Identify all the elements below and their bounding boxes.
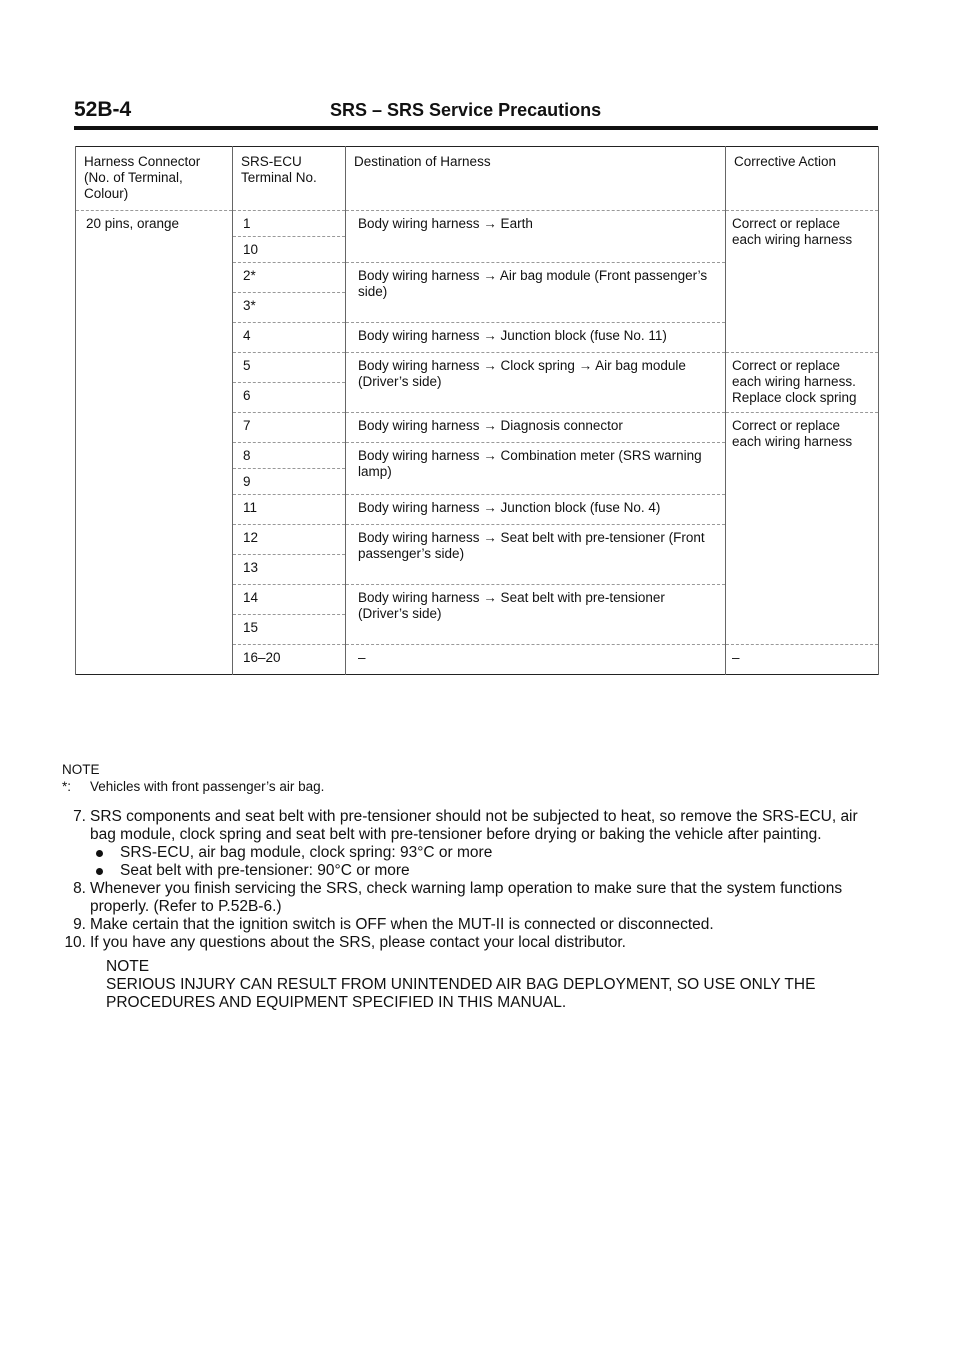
destination-cell: Body wiring harness → Junction block (fuse No. 11) (346, 323, 726, 353)
harness-table (75, 146, 879, 675)
page-number: 52B-4 (74, 98, 132, 121)
destination-cell: Body wiring harness → Air bag module (Front passenger’s side) (346, 263, 726, 323)
item-text: SRS components and seat belt with pre-tensioner should not be subjected to heat, so remove the SRS-ECU, air bag module, clock spring and seat belt with pre-tensioner before drying or baking the vehicle after painting. (90, 808, 858, 843)
warning-note (106, 958, 880, 1012)
terminal-cell: 16–20 (233, 645, 346, 675)
col-header-terminal: SRS-ECU Terminal No. (233, 147, 346, 211)
action-cell: Correct or replace each wiring harness (726, 211, 879, 353)
item-number: 9. (73, 916, 86, 933)
bullet-text: Seat belt with pre-tensioner: 90°C or more (120, 862, 410, 879)
destination-cell: Body wiring harness → Diagnosis connector (346, 413, 726, 443)
destination-cell: Body wiring harness → Earth (346, 211, 726, 263)
terminal-cell: 4 (233, 323, 346, 353)
table-row (76, 211, 879, 237)
destination-cell: Body wiring harness → Junction block (fuse No. 4) (346, 495, 726, 525)
col-header-connector: Harness Connector (No. of Terminal, Colour) (76, 147, 233, 211)
footnote-asterisk: *: (62, 779, 72, 794)
bullet-item (90, 844, 880, 862)
terminal-cell: 12 (233, 525, 346, 555)
page-title: SRS – SRS Service Precautions (330, 100, 602, 120)
action-cell: Correct or replace each wiring harness. Replace clock spring (726, 353, 879, 413)
terminal-cell: 11 (233, 495, 346, 525)
col-header-destination: Destination of Harness (346, 147, 726, 211)
terminal-cell: 9 (233, 469, 346, 495)
terminal-cell: 2* (233, 263, 346, 293)
terminal-cell: 13 (233, 555, 346, 585)
destination-cell: Body wiring harness → Seat belt with pre-tensioner (Driver’s side) (346, 585, 726, 645)
list-item (58, 916, 880, 934)
item-text: Whenever you finish servicing the SRS, check warning lamp operation to make sure that the system functions properly. (Refer to P.52B-6.) (90, 880, 843, 915)
terminal-cell: 7 (233, 413, 346, 443)
connector-cell: 20 pins, orange (76, 211, 233, 675)
list-item (58, 934, 880, 952)
terminal-cell: 8 (233, 443, 346, 469)
destination-cell: Body wiring harness → Combination meter (SRS warning lamp) (346, 443, 726, 495)
terminal-cell: 14 (233, 585, 346, 615)
bullet-icon (96, 850, 103, 857)
warning-note-label: NOTE (106, 958, 150, 975)
page-header (74, 98, 878, 130)
destination-cell: Body wiring harness → Clock spring → Air bag module (Driver’s side) (346, 353, 726, 413)
list-item (58, 880, 880, 916)
bullet-text: SRS-ECU, air bag module, clock spring: 93°C or more (120, 844, 493, 861)
action-cell: – (726, 645, 879, 675)
item-number: 7. (73, 808, 86, 825)
terminal-cell: 15 (233, 615, 346, 645)
terminal-cell: 1 (233, 211, 346, 237)
terminal-cell: 3* (233, 293, 346, 323)
bullet-icon (96, 868, 103, 875)
table-header-row (76, 147, 879, 211)
terminal-cell: 6 (233, 383, 346, 413)
item-text: If you have any questions about the SRS, please contact your local distributor. (90, 934, 626, 951)
warning-note-text: SERIOUS INJURY CAN RESULT FROM UNINTENDED AIR BAG DEPLOYMENT, SO USE ONLY THE PROCEDURES AND EQUIPMENT SPECIFIED IN THIS MANUAL. (106, 976, 816, 1011)
footnote-label: NOTE (62, 762, 100, 777)
destination-cell: – (346, 645, 726, 675)
item-text: Make certain that the ignition switch is OFF when the MUT-II is connected or disconnected. (90, 916, 714, 933)
item-number: 8. (73, 880, 86, 897)
footnote (62, 762, 325, 794)
destination-cell: Body wiring harness → Seat belt with pre-tensioner (Front passenger’s side) (346, 525, 726, 585)
terminal-cell: 5 (233, 353, 346, 383)
footnote-text: Vehicles with front passenger’s air bag. (90, 779, 325, 794)
action-cell: Correct or replace each wiring harness (726, 413, 879, 645)
bullet-item (90, 862, 880, 880)
terminal-cell: 10 (233, 237, 346, 263)
list-item (58, 808, 880, 880)
item-number: 10. (64, 934, 86, 951)
col-header-action: Corrective Action (726, 147, 879, 211)
precaution-list (58, 808, 880, 1012)
